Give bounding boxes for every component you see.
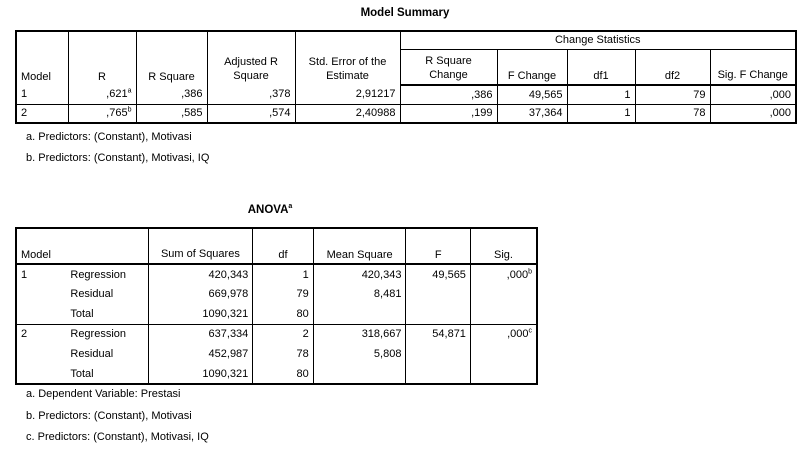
mean-square-cell xyxy=(313,304,406,324)
model-cell: 2 xyxy=(21,107,28,120)
sum-of-squares-cell: 420,343 xyxy=(148,264,253,284)
sig-cell: ,000$^c$ xyxy=(470,324,537,344)
adj-r-square-cell: ,574 xyxy=(207,104,295,123)
table-row xyxy=(16,324,537,344)
table-row xyxy=(16,344,537,364)
mean-square-cell: 5,808 xyxy=(313,344,406,364)
model-summary-table xyxy=(15,30,797,124)
r-square-change-cell: ,199 xyxy=(400,104,497,123)
r-square-change-cell: ,386 xyxy=(400,85,497,104)
df-cell: 80 xyxy=(253,364,313,384)
model-cell xyxy=(16,284,66,304)
model-cell xyxy=(16,344,66,364)
source-cell: Total xyxy=(70,367,94,380)
std-error-cell: 2,40988 xyxy=(295,104,400,123)
mean-square-cell: 318,667 xyxy=(313,324,406,344)
col-header-adjusted-r-square: Adjusted R Square xyxy=(207,31,295,85)
col-header-df1: df1 xyxy=(567,49,635,85)
sig-f-change-cell: ,000 xyxy=(710,104,796,123)
col-header-sig: Sig. xyxy=(470,228,537,264)
f-cell xyxy=(406,304,470,324)
anova-footnote: a. Dependent Variable: Prestasi xyxy=(26,388,181,400)
f-cell: 49,565 xyxy=(406,264,470,284)
mean-square-cell: 8,481 xyxy=(313,284,406,304)
model-summary-footnote: b. Predictors: (Constant), Motivasi, IQ xyxy=(26,152,210,164)
adj-r-square-cell: ,378 xyxy=(207,85,295,104)
col-header-model: Model xyxy=(21,71,51,83)
col-header-model: Model xyxy=(16,228,66,264)
df1-cell: 1 xyxy=(567,85,635,104)
col-header-f-change: F Change xyxy=(497,49,567,85)
col-header-mean-square: Mean Square xyxy=(313,228,406,264)
col-header-df: df xyxy=(253,228,313,264)
source-cell: Total xyxy=(70,307,94,320)
anova-footnote: b. Predictors: (Constant), Motivasi xyxy=(26,410,192,422)
table-row xyxy=(16,304,537,324)
col-header-sig-f-change: Sig. F Change xyxy=(710,49,796,85)
model-summary-title: Model Summary xyxy=(360,7,450,19)
f-cell xyxy=(406,284,470,304)
change-statistics-header: Change Statistics xyxy=(400,31,796,49)
r-cell: ,621$^a$ xyxy=(68,85,136,104)
table-row xyxy=(16,104,796,123)
anova-title: ANOVA$^a$ xyxy=(247,203,293,216)
sum-of-squares-cell: 452,987 xyxy=(148,344,253,364)
f-change-cell: 49,565 xyxy=(497,85,567,104)
model-cell xyxy=(16,364,66,384)
model-cell: 1 xyxy=(16,85,68,104)
sig-f-change-cell: ,000 xyxy=(710,85,796,104)
df-cell: 1 xyxy=(253,264,313,284)
df2-cell: 78 xyxy=(635,104,710,123)
model-cell: 2 xyxy=(16,324,66,344)
source-cell: Regression xyxy=(66,324,148,344)
col-header-f: F xyxy=(406,228,470,264)
sig-cell xyxy=(470,344,537,364)
df-cell: 79 xyxy=(253,284,313,304)
model-cell: 1 xyxy=(21,268,28,281)
df1-cell: 1 xyxy=(567,104,635,123)
col-header-std-error: Std. Error of the Estimate xyxy=(295,31,400,85)
df-cell: 80 xyxy=(253,304,313,324)
f-cell: 54,871 xyxy=(406,324,470,344)
table-row xyxy=(16,284,537,304)
std-error-cell: 2,91217 xyxy=(295,85,400,104)
r-cell: ,765$^b$ xyxy=(68,104,136,123)
sig-cell xyxy=(470,304,537,324)
source-cell: Residual xyxy=(70,288,114,300)
mean-square-cell: 420,343 xyxy=(313,264,406,284)
df-cell: 78 xyxy=(253,344,313,364)
df2-cell: 79 xyxy=(635,85,710,104)
r-square-cell: ,386 xyxy=(136,85,207,104)
mean-square-cell xyxy=(313,364,406,384)
df-cell: 2 xyxy=(253,324,313,344)
f-cell xyxy=(406,364,470,384)
sum-of-squares-cell: 637,334 xyxy=(148,324,253,344)
col-header-r-square: R Square xyxy=(136,31,207,85)
table-row xyxy=(16,364,537,384)
col-header-r: R xyxy=(68,31,136,85)
sum-of-squares-cell: 1090,321 xyxy=(148,364,253,384)
f-change-cell: 37,364 xyxy=(497,104,567,123)
table-row xyxy=(16,264,537,284)
col-header-df2: df2 xyxy=(635,49,710,85)
sum-of-squares-cell: 669,978 xyxy=(148,284,253,304)
r-square-cell: ,585 xyxy=(136,104,207,123)
sum-of-squares-cell: 1090,321 xyxy=(148,304,253,324)
col-header-source xyxy=(66,228,148,264)
model-summary-footnote: a. Predictors: (Constant), Motivasi xyxy=(26,131,192,143)
model-cell xyxy=(16,304,66,324)
table-row xyxy=(16,85,796,104)
sig-cell xyxy=(470,284,537,304)
f-cell xyxy=(406,344,470,364)
col-header-sum-of-squares: Sum of Squares xyxy=(148,228,253,264)
sig-cell xyxy=(470,364,537,384)
sig-cell: ,000$^b$ xyxy=(470,264,537,284)
source-cell: Regression xyxy=(70,268,127,281)
col-header-r-square-change: R Square Change xyxy=(400,49,497,85)
anova-table xyxy=(15,227,538,385)
source-cell: Residual xyxy=(70,348,114,360)
anova-footnote: c. Predictors: (Constant), Motivasi, IQ xyxy=(26,431,209,443)
